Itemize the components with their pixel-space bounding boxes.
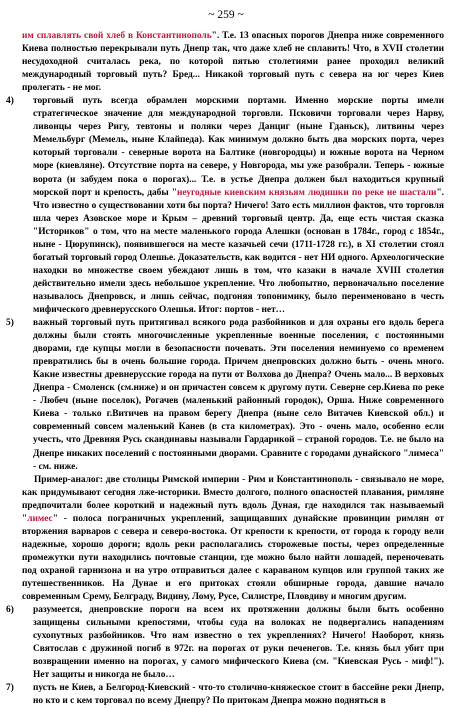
paragraph-text: пусть не Киев, а Белгород-Киевский - что-то столично-княжеское стоит в бассейне реки Днепр, но кто и с кем торговал по всему Днепру? По притокам Днепра можно подняться в: [33, 683, 444, 707]
highlighted-quote: им сплавлять свой хлеб в Константинополь: [22, 31, 212, 41]
list-item-number: 5): [6, 318, 14, 329]
list-item-5: [6, 317, 444, 474]
page-number: ~ 259 ~: [208, 9, 244, 21]
list-item-number: 7): [6, 683, 14, 694]
list-item-7: [6, 682, 444, 708]
paragraph-text: ". Т.е. 13 опасных порогов Днепра ниже современного Киева полностью перекрывали путь Днепр так, что даже хлеб не сплавить! Что, в XVII столетии несудоходной считалась река, по которой пятью столетиями ранее проходил великий международный торговый путь? Бред... Никакой торговый путь с севера на юг через Киев пролегать - не мог.: [22, 31, 445, 94]
paragraph-text: Пример-аналог: две столицы Римской империи - Рим и Константинополь - связывало не море, как придумывают сегодня лже-историки. Вместо долгого, полного опасностей плавания, римляне предпочитали более короткий и надежный путь вдоль Дуная, где находился так называемый ": [22, 474, 444, 524]
list-item-6: [6, 604, 444, 682]
paragraph-text: разумеется, днепровские пороги на всем их протяжении должны были быть особенно защищены сильными крепостями, чтобы суда на волоках не подвергались нападениям сухопутных разбойников. Что нам известно о тех укреплениях? Ничего! Наоборот, князь Святослав с дружиной погиб в 972г. на порогах от руки печенегов. Т.е. князь был убит при возвращении именно на порогах, у самого мифического Киева (см. "Киевская Русь - миф!"). Нет защиты и никогда не было…: [33, 605, 444, 681]
paragraph-text: торговый путь всегда обрамлен морскими портами. Именно морские порты имели стратегическое значение для международной торговли. Псковичи торговали через Нарву, ливонцы через Ригу, тевтоны и поляки через Данциг (ныне Гданьск), литвины через Мемельбург (Мемель, ныне Клайпеда). Как минимум должно быть два морских порта, через который торговали - северные воротa на Балтике (новгородцы) и южные ворота на Черном море (киевляне). Отсутствие порта на севере, у Новгорода, мы уже разобрали. Теперь - южные ворота (и забудем пока о порогах)... Т.е. в устье Днепра должен был находиться крупный морской порт и крепость, дабы ": [33, 96, 444, 198]
highlighted-term: лимес: [27, 513, 53, 524]
list-item-number: 4): [6, 96, 14, 107]
paragraph-text: " - полоса пограничных укреплений, защищавших дунайские провинции римлян от вторжения варваров с севера и северо-востока. От крепости к крепости, от города к городу вели надежные, хорошо дороги; вдоль реки располагались сторожевые посты, через определенные промежутки пути находились почтовые станции, где можно было найти лошадей, переночевать под охраной гарнизона и на утро отправиться далее с караваном купцов или группой таких же путешественников. На Дунае и его притоках стояли обширные города, давшие начало современным Срему, Белграду, Видину, Лому, Русе, Силистре, Пловдиву и многим другим.: [22, 513, 444, 603]
example-paragraph: [22, 474, 444, 604]
page-body: [6, 30, 445, 708]
paragraph-text: ". Что известно о существовании хоти бы порта? Ничего! Зато есть миллион фактов, что торговля шла через Азовское море и Крым – древний торговый центр. Да, еще есть чистая сказка "Историков" о том, что на месте маленького города Алешки (основан в 1784г., город с 1854г., ныне - Цюрупинск), появившегося на месте казачьей сечи (1711-1728 гг.), в XI столетии стоял богатый торговый город Олешье. Доказательств, как водится - нет НИ одного. Археологические находки во множестве своем убеждают лишь в том, что казаки в начале XVIII столетия действительно имели здесь небольшое укрепление. Что любопытно, первоначально поселение называлось Днепровск, и лишь сейчас, подгоняя топонимику, было переименовано в честь мифического древнерусского Олешья. Итог: портов - нет…: [33, 187, 445, 315]
intro-paragraph: [22, 30, 444, 95]
list-item-number: 6): [6, 605, 14, 616]
highlighted-quote: неугодные киевским князьям людишки по реке не шастали: [177, 187, 437, 198]
paragraph-text: важный торговый путь притягивал всякого рода разбойников и для охраны его вдоль берега должны были стоять многочисленные укрепленные военные поселения, с постоянными дворами, где купцы могли в безопасности почевать. Эти поселения неминуемо со временем превратились бы в очень большие города. Причем днепровских должно быть - очень много. Какие известны древнерусские города на пути от Волхова до Днепра? Очень мало... В верховых Днепра - Смоленск (см.ниже) и он причастен совсем к другому пути. Северне сер.Киева по реке - Любеч (ныне поселок), Рогачев (маленький районный городок), Орша. Ниже современного Киева - только г.Витичев на правом берегу Днепра (ныне село Витачев Киевской обл.) и современный совсем маленький Канев (в ста километрах). Это - очень мало, особенно если учесть, что Древняя Русь скандинавы называли Гардарикой – страной городов. Т.е. не было на Днепре никаких поселений с постоянными дворами. Сравните с городами дунайского "лимеса" - см. ниже.: [33, 318, 444, 472]
list-item-4: [6, 95, 445, 317]
